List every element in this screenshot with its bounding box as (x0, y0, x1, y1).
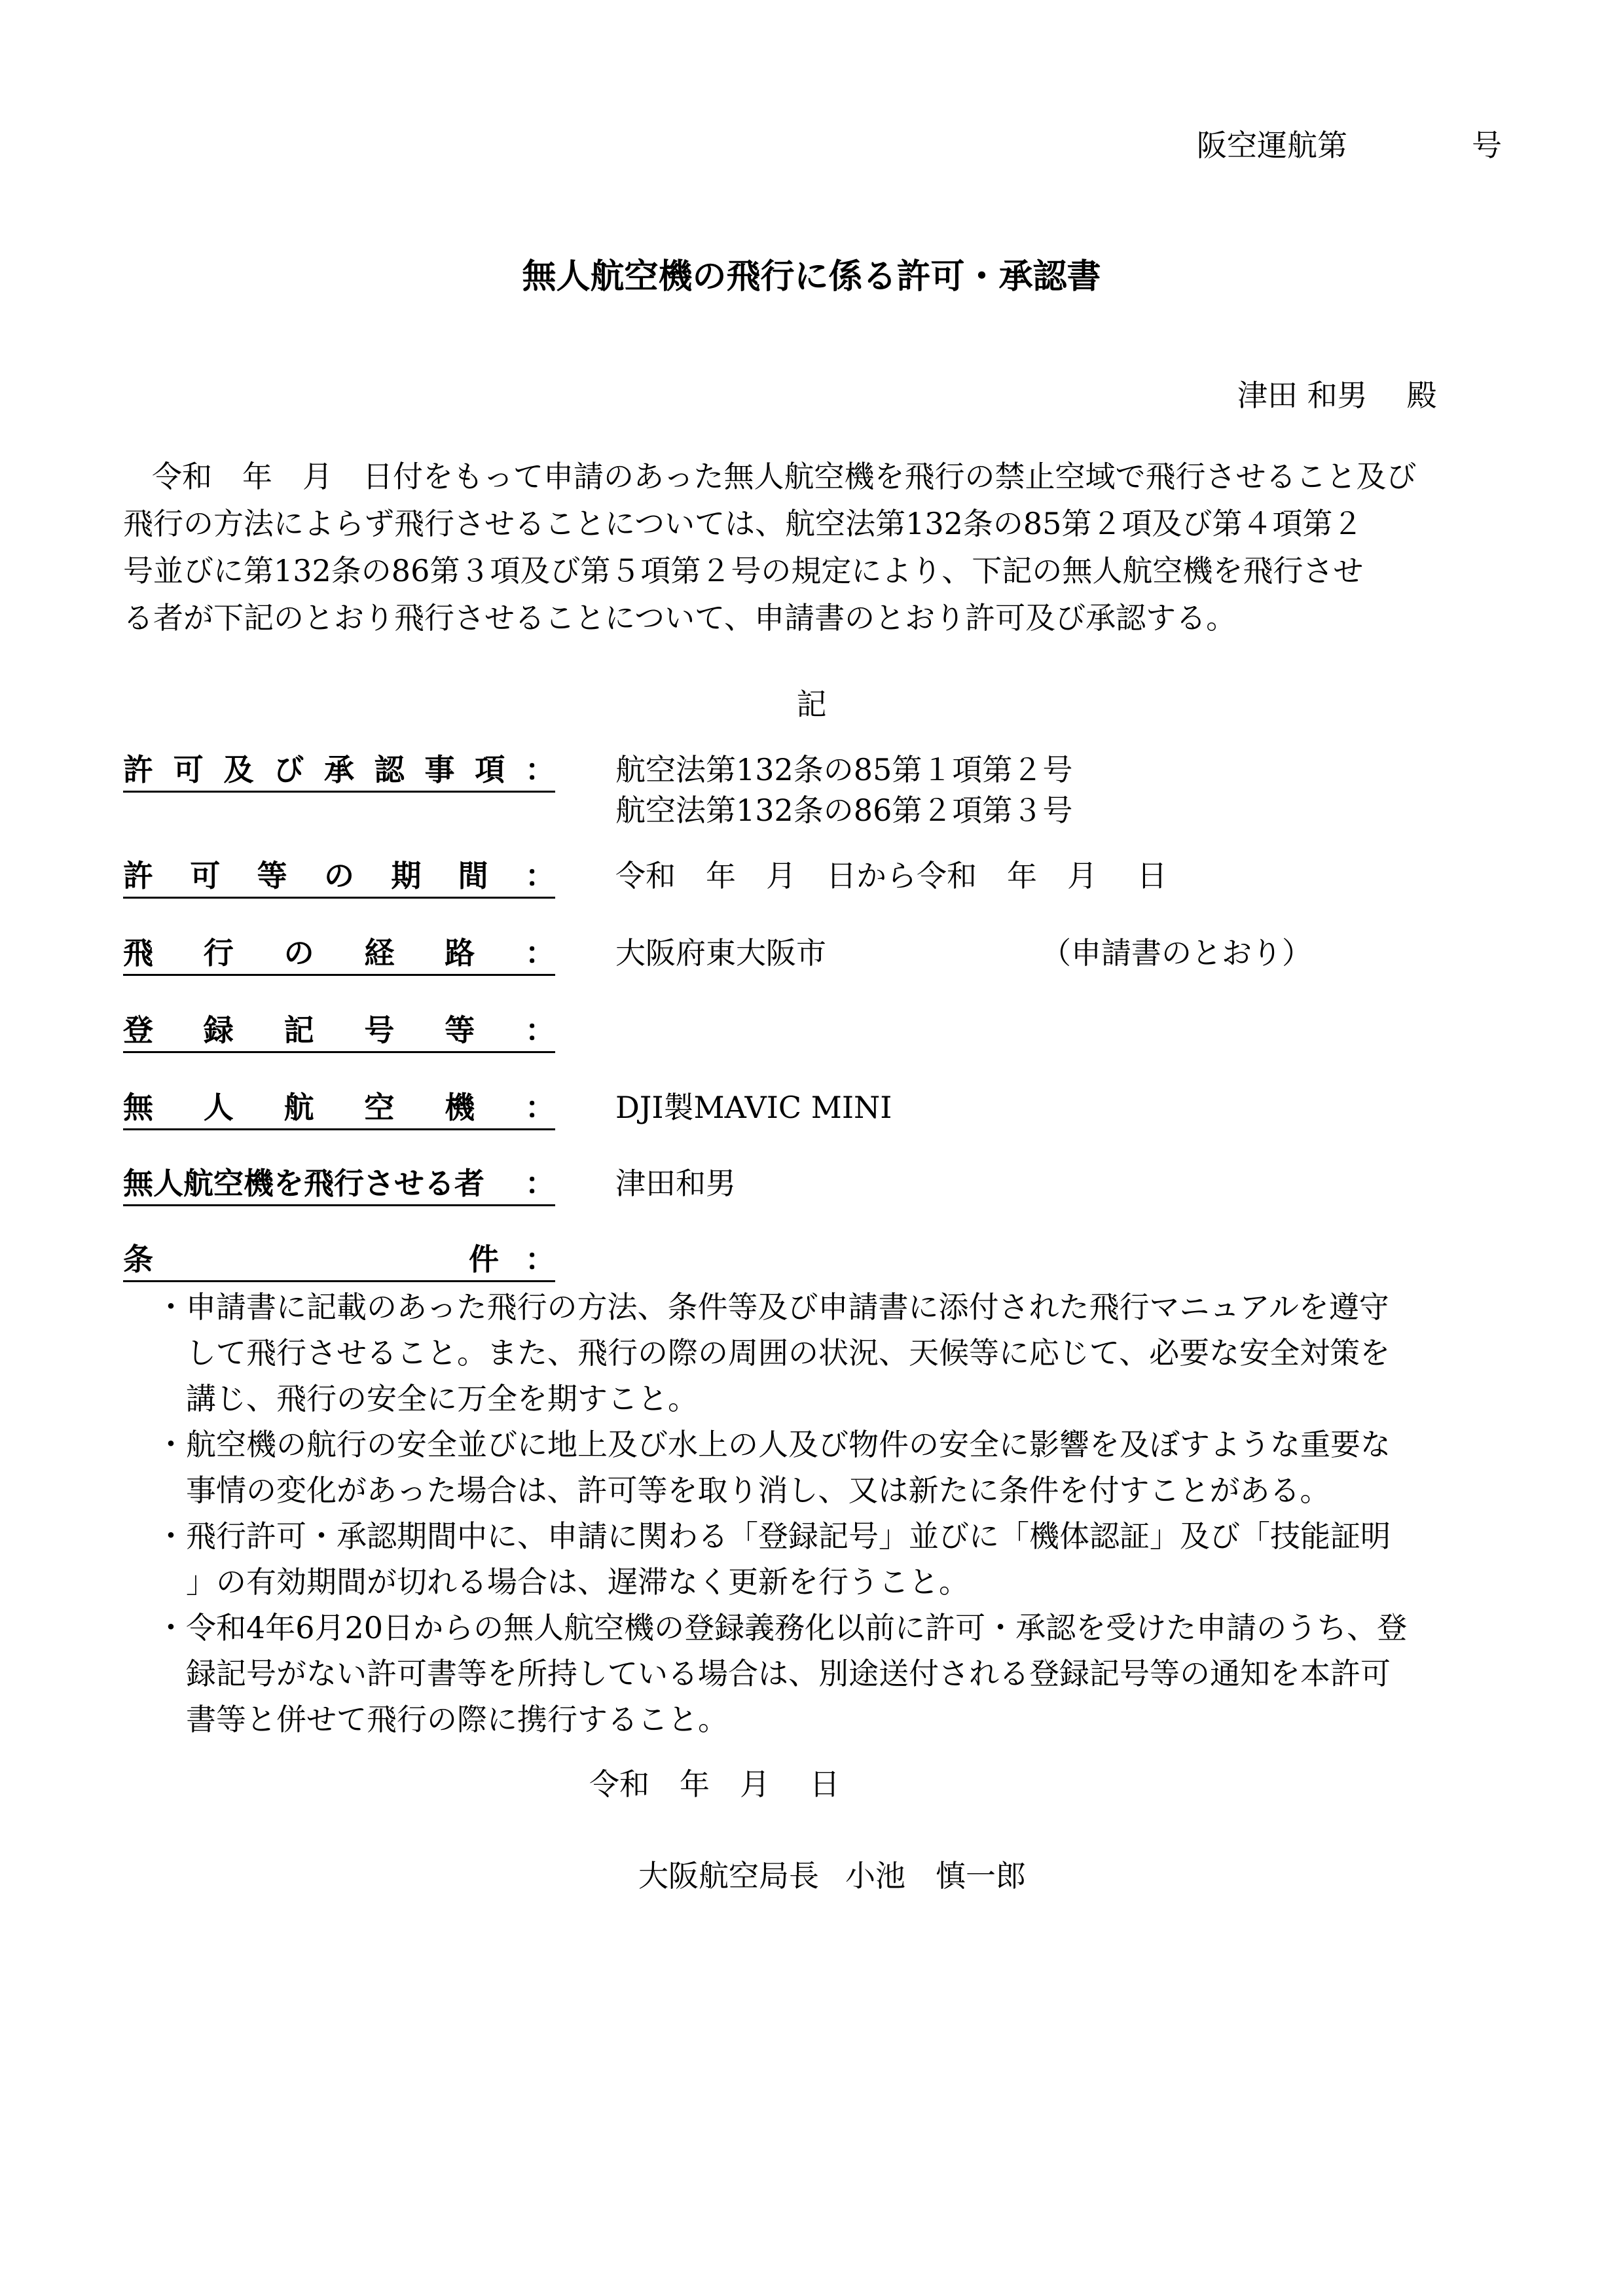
condition-line: ・飛行許可・承認期間中に、申請に関わる「登録記号」並びに「機体認証」及び「技能証明 (156, 1518, 1391, 1554)
issuer-title: 大阪航空局長 (638, 1858, 819, 1893)
issue-date: 令和 年 月 日 (589, 1767, 840, 1802)
issuer (638, 1852, 1026, 1895)
issuer-name: 小池 慎一郎 (845, 1858, 1026, 1893)
approval-item-value: 航空法第132条の86第２項第３号 (615, 793, 1073, 828)
registration-label: 登 録 記 号 等 ： (123, 1007, 555, 1053)
condition-line: 」の有効期間が切れる場合は、遅滞なく更新を行うこと。 (156, 1564, 969, 1600)
condition-line: 事情の変化があった場合は、許可等を取り消し、又は新たに条件を付すことがある。 (156, 1473, 1330, 1508)
condition-line: 録記号がない許可書等を所持している場合は、別途送付される登録記号等の通知を本許可 (156, 1656, 1391, 1691)
condition-line: ・令和4年6月20日からの無人航空機の登録義務化以前に許可・承認を受けた申請のうち、登 (156, 1610, 1408, 1645)
condition-line: して飛行させること。また、飛行の際の周囲の状況、天候等に応じて、必要な安全対策を (156, 1335, 1391, 1371)
intro-line: 号並びに第132条の86第３項及び第５項第２号の規定により、下記の無人航空機を飛行させ (123, 553, 1364, 588)
operator-value: 津田和男 (615, 1166, 736, 1201)
condition-line: ・航空機の航行の安全並びに地上及び水上の人及び物件の安全に影響を及ぼすような重要な (156, 1427, 1391, 1462)
route-value: 大阪府東大阪市 (615, 935, 826, 971)
condition-line: ・申請書に記載のあった飛行の方法、条件等及び申請書に添付された飛行マニュアルを遵守 (156, 1289, 1389, 1325)
document-number (1197, 122, 1502, 165)
document-title: 無人航空機の飛行に係る許可・承認書 (522, 257, 1101, 296)
operator-label: 無人航空機を飛行させる者 ： (123, 1160, 555, 1206)
document-number-suffix: 号 (1472, 128, 1502, 163)
period-label: 許 可 等 の 期 間 ： (123, 852, 555, 899)
conditions-label: 条 件 ： (123, 1236, 555, 1282)
addressee (1237, 372, 1437, 415)
document-number-prefix: 阪空運航第 (1197, 128, 1347, 163)
addressee-honorific: 殿 (1406, 378, 1437, 413)
intro-line: る者が下記のとおり飛行させることについて、申請書のとおり許可及び承認する。 (123, 600, 1237, 636)
aircraft-value: DJI製MAVIC MINI (615, 1090, 892, 1125)
ki-heading: 記 (796, 687, 827, 722)
approval-item-value: 航空法第132条の85第１項第２号 (615, 752, 1073, 787)
condition-line: 講じ、飛行の安全に万全を期すこと。 (156, 1381, 698, 1416)
route-label: 飛 行 の 経 路 ： (123, 929, 555, 976)
intro-line: 飛行の方法によらず飛行させることについては、航空法第132条の85第２項及び第４項第２ (123, 506, 1363, 541)
addressee-name: 津田 和男 (1237, 378, 1368, 413)
route-note: （申請書のとおり） (1041, 935, 1312, 971)
condition-line: 書等と併せて飛行の際に携行すること。 (156, 1702, 728, 1737)
intro-line: 令和 年 月 日付をもって申請のあった無人航空機を飛行の禁止空域で飛行させること及び (152, 459, 1417, 494)
aircraft-label: 無 人 航 空 機 ： (123, 1084, 555, 1130)
period-value: 令和 年 月 日から令和 年 月 日 (615, 858, 1167, 893)
approval-items-label: 許 可 及 び 承 認 事 項 ： (123, 746, 555, 793)
